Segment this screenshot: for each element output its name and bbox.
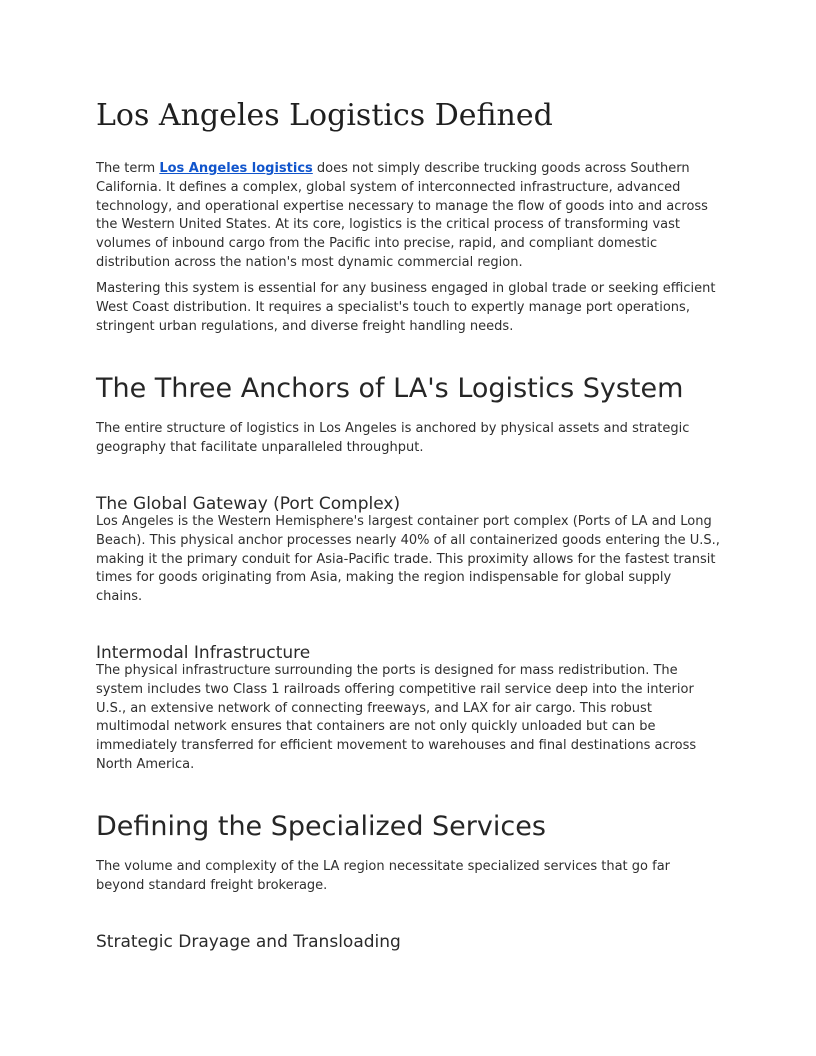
intermodal-paragraph: The physical infrastructure surrounding the ports is designed for mass redistribution. The system includes two Class 1 railroads offering competitive rail service deep into the interior U.S., an extensive network of connecting freeways, and LAX for air cargo. This robust multimodal network ensures that containers are not only quickly unloaded but can be immediately transferred for efficient movement to warehouses and final destinations across North America. bbox=[96, 663, 697, 772]
services-intro-paragraph: The volume and complexity of the LA region necessitate specialized services that go far beyond standard freight brokerage. bbox=[96, 859, 670, 893]
anchors-section-heading: The Three Anchors of LA's Logistics System bbox=[96, 373, 684, 404]
document-title: Los Angeles Logistics Defined bbox=[96, 98, 553, 133]
anchors-intro-paragraph: The entire structure of logistics in Los Angeles is anchored by physical assets and strategic geography that facilitate unparalleled throughput. bbox=[96, 421, 690, 455]
los-angeles-logistics-link[interactable]: Los Angeles logistics bbox=[159, 161, 313, 176]
intro-text-after-link: does not simply describe trucking goods across Southern California. It defines a complex, global system of interconnected infrastructure, advanced technology, and operational expertise necessary to manage the flow of goods into and across the Western United States. At its core, logistics is the critical process of transforming vast volumes of inbound cargo from the Pacific into precise, rapid, and compliant domestic distribution across the nation's most dynamic commercial region. bbox=[96, 161, 708, 270]
drayage-heading: Strategic Drayage and Transloading bbox=[96, 932, 401, 952]
global-gateway-heading: The Global Gateway (Port Complex) bbox=[96, 494, 401, 514]
intro-paragraph-2: Mastering this system is essential for any business engaged in global trade or seeking efficient West Coast distribution. It requires a specialist's touch to expertly manage port operations, stringent urban regulations, and diverse freight handling needs. bbox=[96, 281, 716, 334]
intro-text-before-link: The term bbox=[96, 161, 160, 176]
services-section-heading: Defining the Specialized Services bbox=[96, 811, 546, 842]
global-gateway-paragraph: Los Angeles is the Western Hemisphere's largest container port complex (Ports of LA and Long Beach). This physical anchor processes nearly 40% of all containerized goods entering the U.S., making it the primary conduit for Asia-Pacific trade. This proximity allows for the fastest transit times for goods originating from Asia, making the region indispensable for global supply chains. bbox=[96, 514, 720, 605]
intermodal-heading: Intermodal Infrastructure bbox=[96, 643, 311, 663]
intro-paragraph-1 bbox=[96, 160, 720, 273]
